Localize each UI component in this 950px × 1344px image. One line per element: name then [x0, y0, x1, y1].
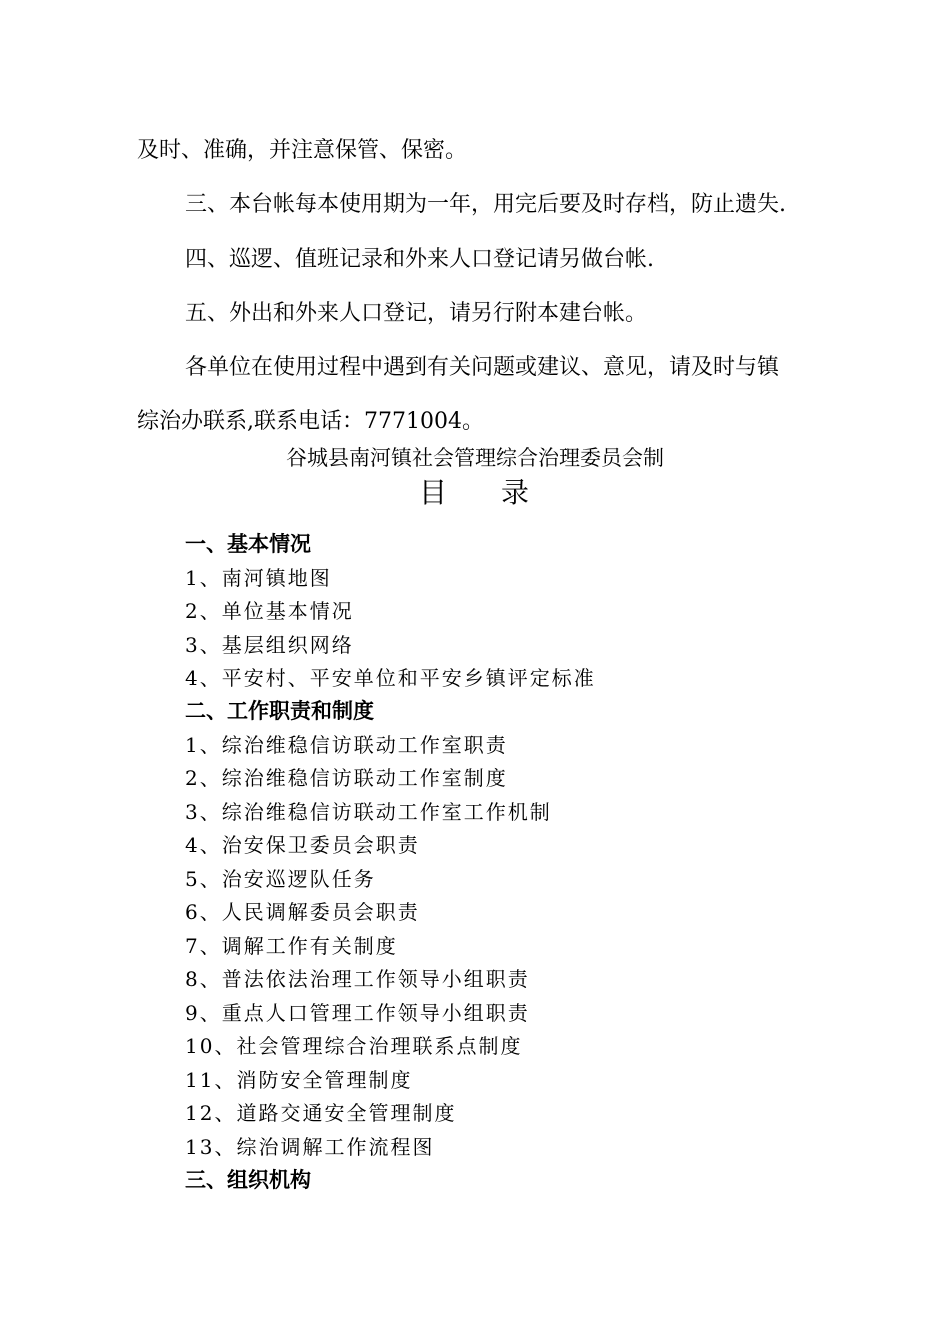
toc-title — [0, 478, 950, 508]
toc-item: 10、社会管理综合治理联系点制度 — [185, 1034, 523, 1058]
paragraph-continuation: 及时、准确，并注意保管、保密。 — [137, 138, 468, 163]
toc-title-left: 目 — [418, 476, 449, 509]
toc-item: 12、道路交通安全管理制度 — [185, 1101, 457, 1125]
issuer-signature: 谷城县南河镇社会管理综合治理委员会制 — [286, 446, 664, 470]
toc-item: 1、南河镇地图 — [185, 566, 332, 590]
toc-item: 4、治安保卫委员会职责 — [185, 833, 420, 857]
toc-item: 11、消防安全管理制度 — [185, 1068, 413, 1092]
paragraph-contact-phone: 综治办联系,联系电话：7771004。 — [137, 409, 484, 434]
toc-item: 5、治安巡逻队任务 — [185, 867, 376, 891]
toc-item: 13、综治调解工作流程图 — [185, 1135, 435, 1159]
toc-item: 6、人民调解委员会职责 — [185, 900, 420, 924]
toc-section-heading: 三、组织机构 — [185, 1168, 311, 1192]
toc-title-right: 录 — [501, 476, 532, 509]
paragraph-item-5: 五、外出和外来人口登记，请另行附本建台帐。 — [185, 301, 648, 326]
toc-item: 3、综治维稳信访联动工作室工作机制 — [185, 800, 552, 824]
toc-item: 3、基层组织网络 — [185, 633, 354, 657]
toc-section-heading: 二、工作职责和制度 — [185, 699, 374, 723]
paragraph-item-4: 四、巡逻、值班记录和外来人口登记请另做台帐. — [185, 247, 654, 272]
toc-section-heading: 一、基本情况 — [185, 532, 311, 556]
toc-item: 2、综治维稳信访联动工作室制度 — [185, 766, 508, 790]
toc-item: 7、调解工作有关制度 — [185, 934, 398, 958]
toc-item: 2、单位基本情况 — [185, 599, 354, 623]
toc-item: 9、重点人口管理工作领导小组职责 — [185, 1001, 530, 1025]
toc-item: 4、平安村、平安单位和平安乡镇评定标准 — [185, 666, 596, 690]
paragraph-contact-intro: 各单位在使用过程中遇到有关问题或建议、意见，请及时与镇 — [185, 355, 780, 380]
toc-item: 8、普法依法治理工作领导小组职责 — [185, 967, 530, 991]
paragraph-item-3: 三、本台帐每本使用期为一年，用完后要及时存档，防止遗失. — [185, 192, 786, 217]
toc-item: 1、综治维稳信访联动工作室职责 — [185, 733, 508, 757]
